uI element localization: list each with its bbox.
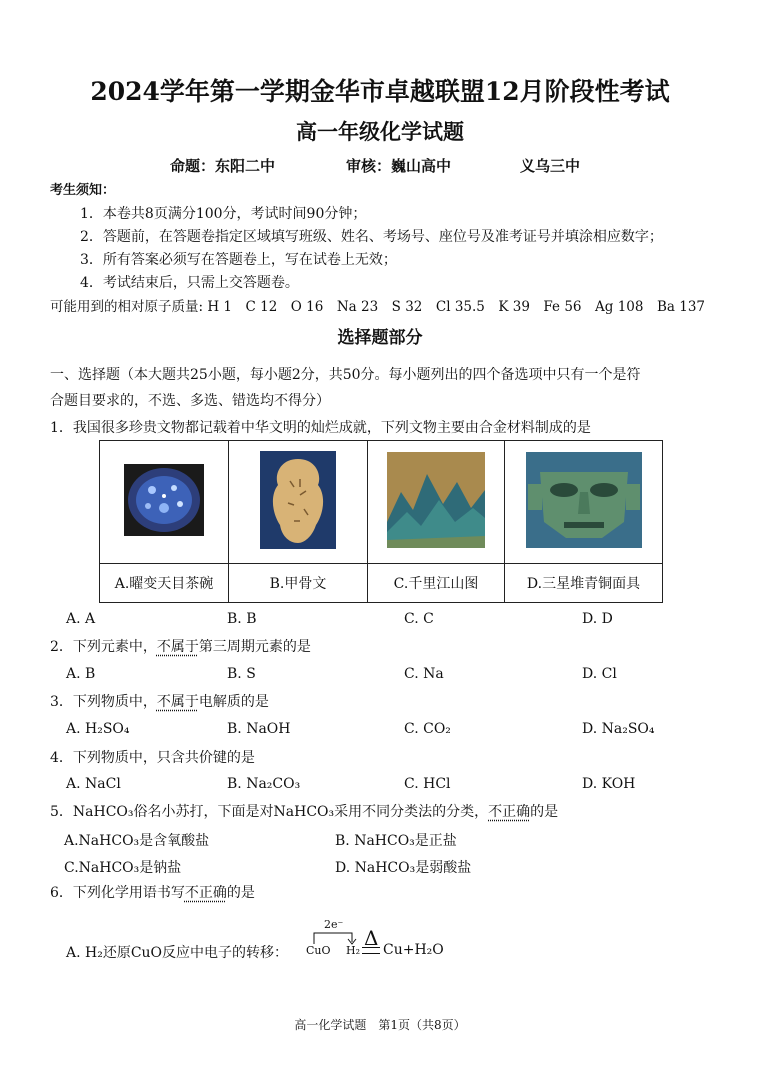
q5-option-a: A.NaHCO₃是含氧酸盐 — [64, 833, 210, 849]
section-intro: 一、选择题（本大题共25小题，每小题2分，共50分。每小题列出的四个备选项中只有一个是符 — [50, 367, 641, 383]
relic-caption-a: A.曜变天目茶碗 — [100, 564, 229, 603]
q3-stem: 3．下列物质中，不属于电解质的是 — [50, 694, 269, 710]
reactant-h2: H₂ — [346, 944, 361, 957]
relic-cell-d — [505, 441, 663, 564]
exam-title: 2024学年第一学期金华市卓越联盟12月阶段性考试 — [90, 77, 670, 106]
q2-option-d: D. Cl — [582, 666, 617, 682]
relic-caption-d: D.三星堆青铜面具 — [505, 564, 663, 603]
emphasis-mark: 不属于 — [156, 639, 199, 655]
q2-option-c: C. Na — [404, 666, 444, 682]
q4-option-a: A. NaCl — [66, 776, 121, 792]
q1-option-d: D. D — [582, 611, 613, 627]
tea-bowl-image — [124, 464, 204, 536]
relic-caption-c: C.千里江山图 — [368, 564, 505, 603]
notice-item: 4．考试结束后，只需上交答题卷。 — [80, 275, 299, 291]
page-footer: 高一化学试题 第1页（共8页） — [294, 1018, 466, 1032]
reviewer-label: 审核：巍山高中 — [346, 157, 452, 175]
atomic-masses: 可能用到的相对原子质量: H 1 C 12 O 16 Na 23 S 32 Cl 35.5 K 39 Fe 56 Ag 108 Ba 137 — [50, 299, 705, 315]
emphasis-mark: 不正确 — [184, 885, 227, 901]
notice-item: 2．答题前，在答题卷指定区域填写班级、姓名、考场号、座位号及准考证号并填涂相应数字； — [80, 229, 663, 245]
q5-option-c: C.NaHCO₃是钠盐 — [64, 860, 182, 876]
relic-caption-b: B.甲骨文 — [229, 564, 368, 603]
relic-cell-a — [100, 441, 229, 564]
q3-option-d: D. Na₂SO₄ — [582, 721, 655, 737]
q5-option-d: D. NaHCO₃是弱酸盐 — [335, 860, 472, 876]
q4-option-c: C. HCl — [404, 776, 451, 792]
relic-cell-b — [229, 441, 368, 564]
q4-stem: 4．下列物质中，只含共价键的是 — [50, 750, 255, 766]
q6-option-a-text: A. H₂还原CuO反应中电子的转移： — [66, 945, 289, 961]
reactant-cuo: CuO — [306, 944, 331, 957]
heat-symbol: Δ — [364, 926, 379, 950]
q5-option-b: B. NaHCO₃是正盐 — [335, 833, 457, 849]
q2-option-b: B. S — [227, 666, 256, 682]
q1-option-c: C. C — [404, 611, 434, 627]
exam-subtitle: 高一年级化学试题 — [296, 119, 464, 144]
emphasis-mark: 不属于 — [156, 694, 199, 710]
q5-stem: 5．NaHCO₃俗名小苏打，下面是对NaHCO₃采用不同分类法的分类，不正确的是 — [50, 804, 559, 820]
oracle-bone-image — [260, 451, 336, 549]
section-title: 选择题部分 — [337, 328, 423, 348]
q2-stem: 2．下列元素中，不属于第三周期元素的是 — [50, 639, 311, 655]
q3-option-a: A. H₂SO₄ — [66, 721, 130, 737]
q3-option-c: C. CO₂ — [404, 721, 451, 737]
notice-heading: 考生须知： — [50, 183, 116, 198]
reviewer2-label: 义乌三中 — [520, 157, 581, 175]
q1-option-a: A. A — [66, 611, 96, 627]
electron-count: 2e⁻ — [324, 918, 344, 931]
setter-label: 命题：东阳二中 — [170, 157, 276, 175]
q3-option-b: B. NaOH — [227, 721, 291, 737]
bronze-mask-image — [526, 452, 642, 548]
notice-item: 3．所有答案必须写在答题卷上，写在试卷上无效； — [80, 252, 397, 268]
equals-sign — [362, 947, 380, 954]
q1-option-b: B. B — [227, 611, 257, 627]
section-intro-cont: 合题目要求的，不选、多选、错选均不得分） — [50, 393, 330, 409]
electron-transfer-diagram — [306, 918, 366, 962]
notice-item: 1．本卷共8页满分100分，考试时间90分钟； — [80, 206, 367, 222]
q4-option-d: D. KOH — [582, 776, 636, 792]
q1-stem: 1．我国很多珍贵文物都记载着中华文明的灿烂成就，下列文物主要由合金材料制成的是 — [50, 420, 591, 436]
relic-table — [99, 440, 663, 603]
landscape-painting-image — [387, 452, 485, 548]
q2-option-a: A. B — [66, 666, 96, 682]
emphasis-mark: 不正确 — [488, 804, 531, 820]
q4-option-b: B. Na₂CO₃ — [227, 776, 301, 792]
relic-cell-c — [368, 441, 505, 564]
products: Cu+H₂O — [383, 942, 444, 958]
q6-stem: 6．下列化学用语书写不正确的是 — [50, 885, 255, 901]
